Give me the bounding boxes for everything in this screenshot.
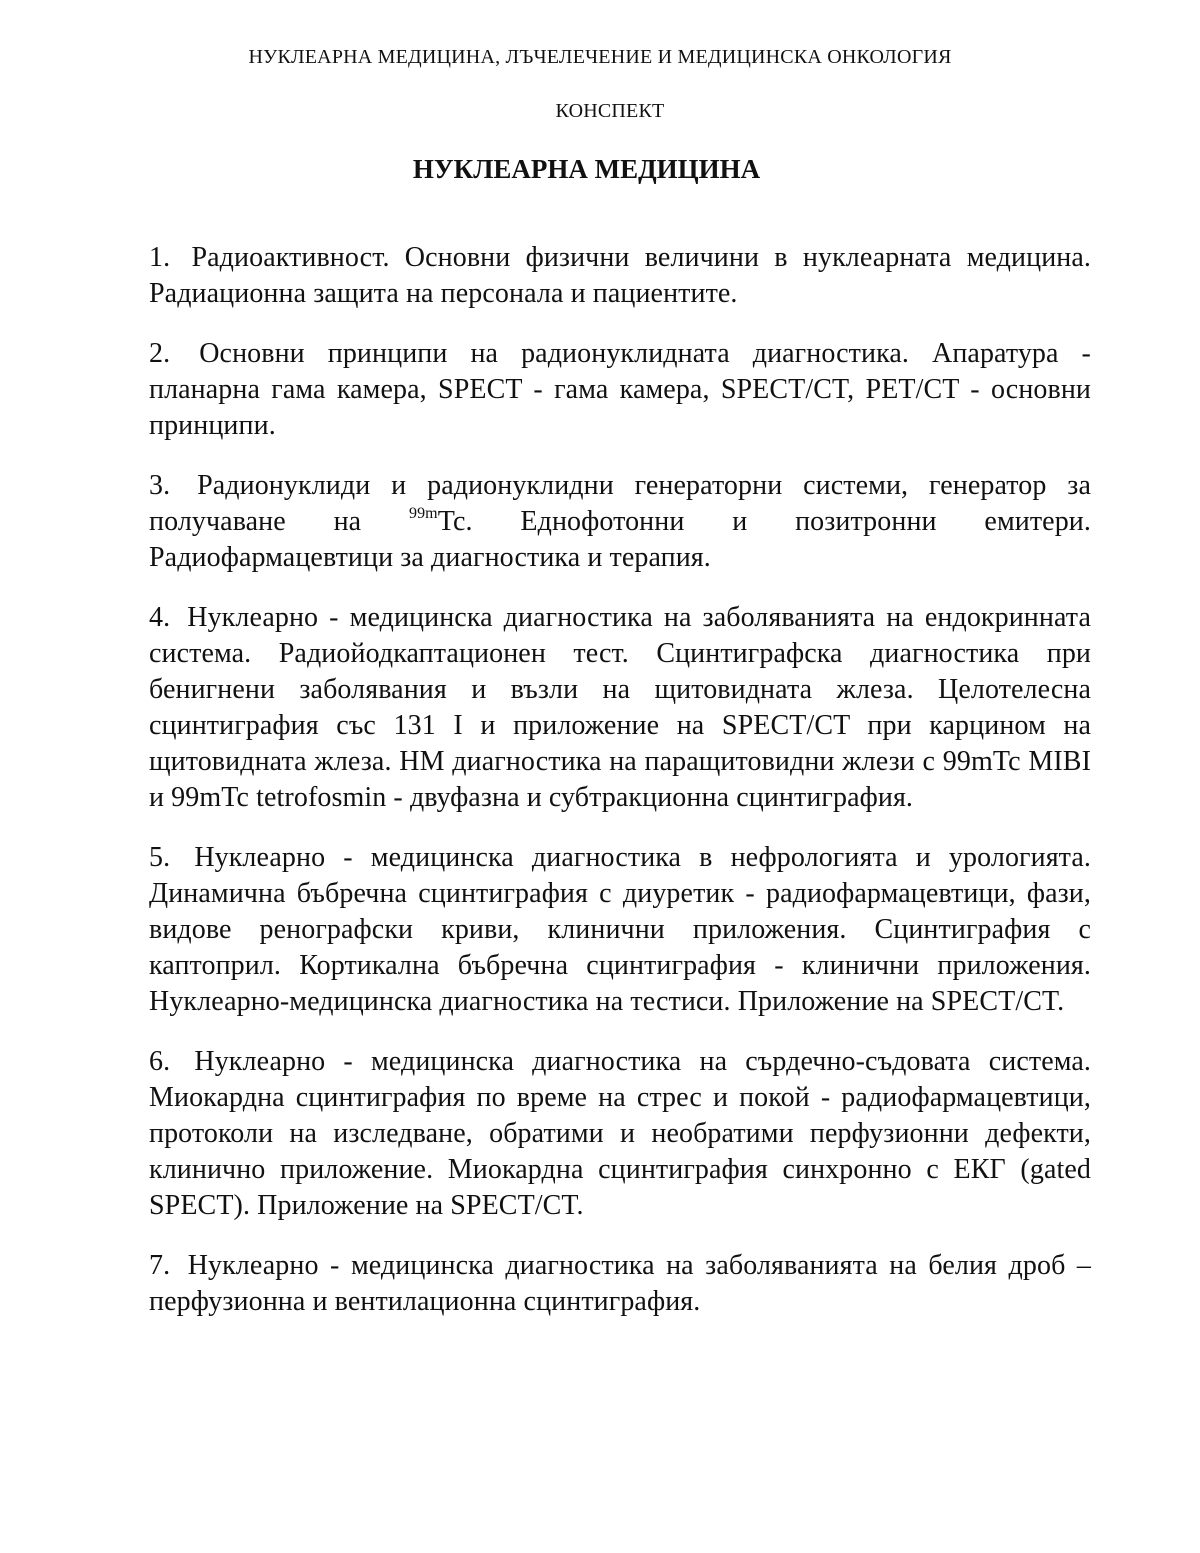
topic-text: Радиоактивност. Основни физични величини в нуклеарната медицина. Радиационна защита на персонала и пациентите. [149, 242, 1091, 309]
topic-text-before: Радионуклиди и радионуклидни генераторни системи, генератор за получаване на [149, 470, 1091, 537]
topic-text: Основни принципи на радионуклидната диагностика. Апаратура - планарна гама камера, SPECT - гама камера, SPECT/CT, PET/CT - основни принципи. [149, 338, 1091, 441]
topic-text: Нуклеарно - медицинска диагностика на заболяванията на белия дроб – перфузионна и вентилационна сцинтиграфия. [149, 1250, 1091, 1317]
topic-number: 4. [149, 602, 171, 633]
topic-text: Нуклеарно - медицинска диагностика на сърдечно-съдовата система. Миокардна сцинтиграфия по време на стрес и покой - радиофармацевтици, протоколи на изследване, обратими и необратими перфузионни дефекти, клинично приложение. Миокардна сцинтиграфия синхронно с ЕКГ (gated SPECT). Приложение на SPECT/CT. [149, 1046, 1091, 1221]
topic-number: 7. [149, 1250, 171, 1281]
section-title: НУКЛЕАРНА МЕДИЦИНА [412, 154, 761, 184]
topic-number: 2. [149, 338, 171, 369]
topic-item [149, 1044, 1091, 1224]
topic-number: 3. [149, 470, 171, 501]
topic-number: 6. [149, 1046, 171, 1077]
topic-item [149, 468, 1091, 576]
topic-text: Нуклеарно - медицинска диагностика в нефрологията и урологията. Динамична бъбречна сцинтиграфия с диуретик - радиофармацевтици, фази, видове ренографски криви, клинични приложения. Сцинтиграфия с каптоприл. Кортикална бъбречна сцинтиграфия - клинични приложения. Нуклеарно-медицинска диагностика на тестиси. Приложение на SPECT/CT. [149, 842, 1091, 1017]
isotope-superscript: 99m [408, 505, 438, 522]
topic-text-after: Tc. Еднофотонни и позитронни емитери. Радиофармацевтици за диагностика и терапия. [149, 506, 1091, 573]
document-type-label: КОНСПЕКТ [555, 100, 665, 122]
topic-text: Нуклеарно - медицинска диагностика на заболяванията на ендокринната система. Радиойодкаптационен тест. Сцинтиграфска диагностика при бенигнени заболявания и възли на щитовидната жлеза. Целотелесна сцинтиграфия със 131 I и приложение на SPECT/CT при карцином на щитовидната жлеза. НМ диагностика на паращитовидни жлези с 99mTc MIBI и 99mTc tetrofosmin - двуфазна и субтракционна сцинтиграфия. [149, 602, 1091, 813]
topic-list [149, 240, 1091, 1344]
course-title: НУКЛЕАРНА МЕДИЦИНА, ЛЪЧЕЛЕЧЕНИЕ И МЕДИЦИНСКА ОНКОЛОГИЯ [248, 46, 952, 68]
topic-item [149, 240, 1091, 312]
topic-item [149, 1248, 1091, 1320]
topic-number: 1. [149, 242, 171, 273]
topic-number: 5. [149, 842, 171, 873]
topic-item [149, 336, 1091, 444]
topic-item [149, 840, 1091, 1020]
topic-item [149, 600, 1091, 816]
